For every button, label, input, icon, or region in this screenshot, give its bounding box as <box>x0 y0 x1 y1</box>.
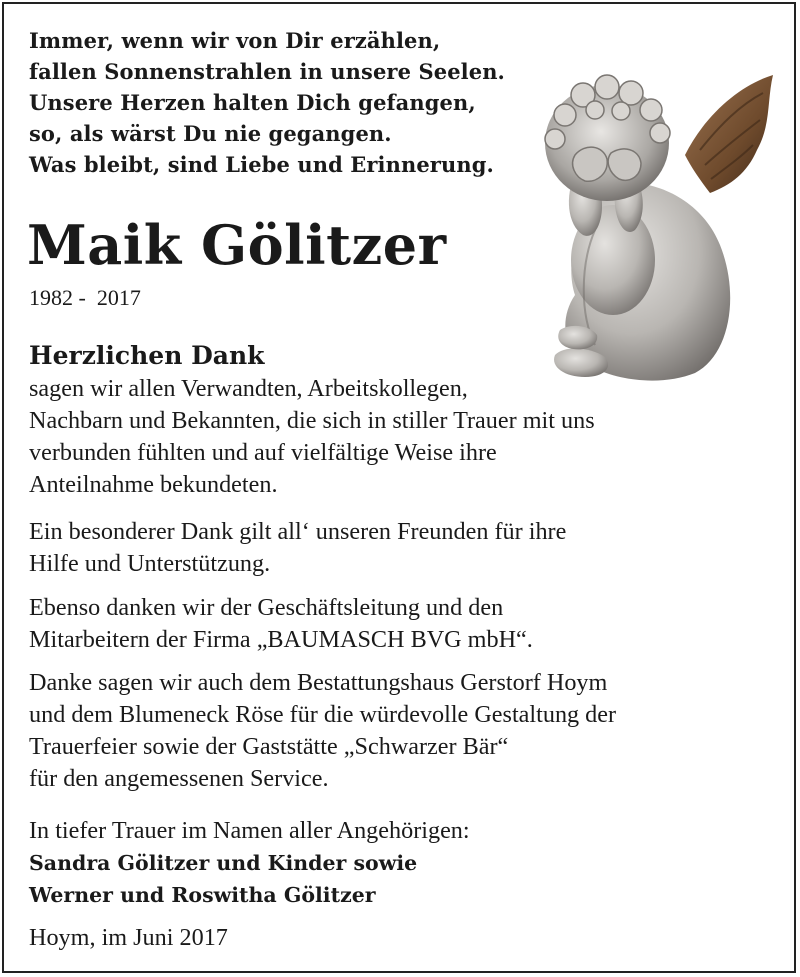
text-line: sagen wir allen Verwandten, Arbeitskollegen, <box>29 375 468 402</box>
life-years: 1982 - 2017 <box>29 285 141 310</box>
thanks-paragraph-company <box>29 592 789 656</box>
text-line: Hilfe und Unterstützung. <box>29 550 271 577</box>
thanks-paragraph-relatives <box>29 373 789 501</box>
weeping-angel-statue-icon <box>535 55 780 387</box>
text-line: Ein besonderer Dank gilt all‘ unseren Freunden für ihre <box>29 518 567 545</box>
place-and-date: Hoym, im Juni 2017 <box>29 924 228 951</box>
text-line: Nachbarn und Bekannten, die sich in stiller Trauer mit uns <box>29 407 595 434</box>
thanks-paragraph-services <box>29 667 789 795</box>
text-line: Ebenso danken wir der Geschäftsleitung und den <box>29 594 504 621</box>
signature-name: Werner und Roswitha Gölitzer <box>29 883 376 907</box>
poem-line: so, als wärst Du nie gegangen. <box>29 121 392 146</box>
deceased-name: Maik Gölitzer <box>27 213 447 277</box>
poem-line: Was bleibt, sind Liebe und Erinnerung. <box>29 152 494 177</box>
memorial-poem <box>29 25 505 180</box>
poem-line: Immer, wenn wir von Dir erzählen, <box>29 28 441 53</box>
text-line: verbunden fühlten und auf vielfältige Weise ihre <box>29 439 497 466</box>
text-line: Trauerfeier sowie der Gaststätte „Schwarzer Bär“ <box>29 733 509 760</box>
poem-line: Unsere Herzen halten Dich gefangen, <box>29 90 476 115</box>
thanks-heading: Herzlichen Dank <box>29 341 265 370</box>
thanks-paragraph-friends <box>29 516 789 580</box>
text-line: Anteilnahme bekundeten. <box>29 471 278 498</box>
text-line: Danke sagen wir auch dem Bestattungshaus Gerstorf Hoym <box>29 669 608 696</box>
signature-block <box>29 815 789 911</box>
text-line: und dem Blumeneck Röse für die würdevolle Gestaltung der <box>29 701 617 728</box>
text-line: Mitarbeitern der Firma „BAUMASCH BVG mbH“. <box>29 626 533 653</box>
signature-intro: In tiefer Trauer im Namen aller Angehörigen: <box>29 817 470 844</box>
signature-name: Sandra Gölitzer und Kinder sowie <box>29 851 418 875</box>
text-line: für den angemessenen Service. <box>29 765 329 792</box>
poem-line: fallen Sonnenstrahlen in unsere Seelen. <box>29 59 505 84</box>
